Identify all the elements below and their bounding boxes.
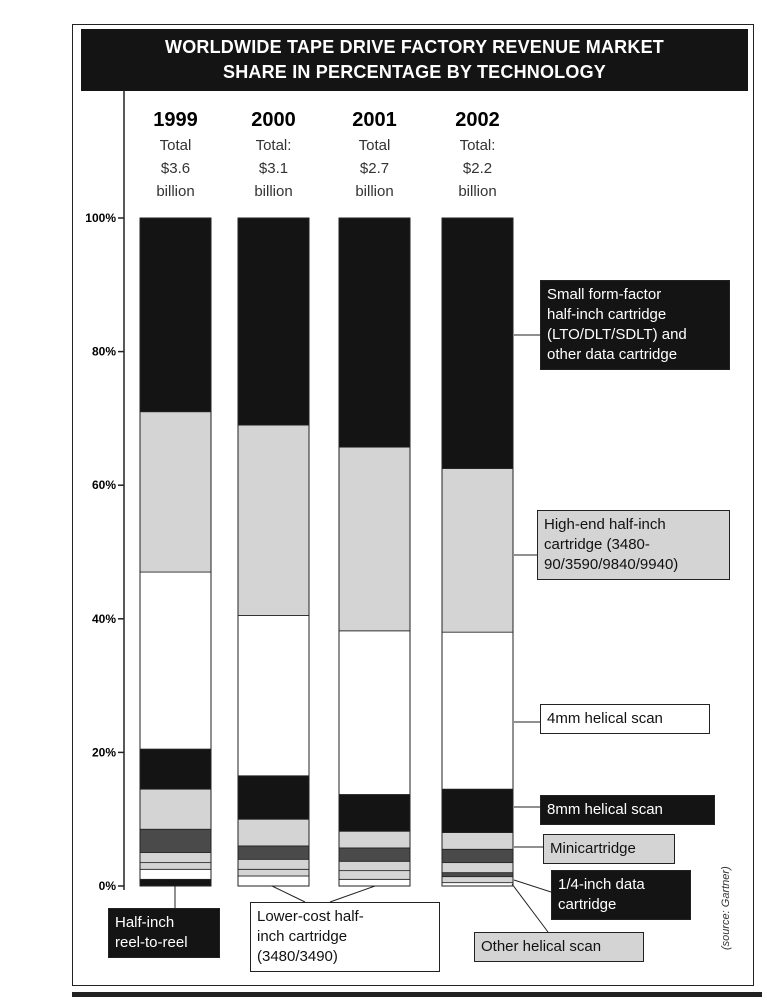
leader-line — [272, 886, 305, 902]
legend-quarter-inch: 1/4-inch data cartridge — [551, 870, 691, 920]
bar-segment — [140, 412, 211, 572]
bar-segment — [339, 794, 410, 831]
legend-half-inch-reel: Half-inch reel-to-reel — [108, 908, 220, 958]
category-label: 2000 — [251, 109, 296, 131]
y-tick-label: 80% — [91, 344, 116, 359]
total-label: Total: — [459, 137, 496, 154]
bar-segment — [140, 789, 211, 829]
bar-segment — [140, 749, 211, 789]
legend-8mm-helical: 8mm helical scan — [540, 795, 715, 825]
total-label: billion — [156, 183, 195, 200]
category-label: 1999 — [153, 109, 198, 131]
leader-line — [514, 880, 551, 892]
total-label: $2.2 — [462, 160, 493, 177]
bar-segment — [238, 876, 309, 886]
total-label: $2.7 — [359, 160, 390, 177]
bar-segment — [238, 846, 309, 859]
y-tick-label: 20% — [91, 745, 116, 760]
category-label: 2002 — [455, 109, 500, 131]
chart-title-line-1: WORLDWIDE TAPE DRIVE FACTORY REVENUE MARKET — [165, 37, 664, 57]
total-label: Total — [159, 137, 192, 154]
total-label: $3.1 — [258, 160, 289, 177]
y-tick-label: 100% — [85, 211, 116, 225]
bar-segment — [238, 776, 309, 819]
leader-line — [330, 886, 375, 902]
bar-segment — [339, 447, 410, 631]
total-label: billion — [355, 183, 394, 200]
legend-high-end: High-end half-inch cartridge (3480- 90/3590/9840/9940) — [537, 510, 730, 580]
y-tick-label: 40% — [91, 611, 116, 626]
legend-4mm-helical: 4mm helical scan — [540, 704, 710, 734]
bar-segment — [339, 848, 410, 861]
bar-segment — [238, 425, 309, 615]
bar-segment — [339, 879, 410, 886]
bar-segment — [140, 869, 211, 879]
y-tick-label: 60% — [91, 478, 116, 493]
total-label: Total: — [255, 137, 292, 154]
legend-small-form-factor: Small form-factor half-inch cartridge (LTO/DLT/SDLT) and other data cartridge — [540, 280, 730, 370]
bar-segment — [238, 859, 309, 869]
total-label: $3.6 — [160, 160, 191, 177]
bar-segment — [442, 789, 513, 832]
bar-segment — [339, 218, 410, 447]
bar-segment — [442, 632, 513, 789]
legend-lower-cost: Lower-cost half- inch cartridge (3480/3490) — [250, 902, 440, 972]
source-note: (source: Gartner) — [720, 866, 732, 950]
bar-segment — [238, 615, 309, 775]
bottom-rule — [72, 992, 762, 997]
bar-segment — [140, 572, 211, 749]
bar-segment — [442, 833, 513, 850]
bar-segment — [238, 218, 309, 425]
bar-segment — [339, 861, 410, 870]
total-label: Total — [358, 137, 391, 154]
bar-segment — [339, 831, 410, 848]
leader-line — [512, 884, 548, 932]
bar-segment — [442, 218, 513, 469]
bar-segment — [339, 631, 410, 795]
bar-segment — [442, 863, 513, 873]
bar-segment — [442, 849, 513, 862]
bar-segment — [339, 871, 410, 880]
bar-segment — [140, 863, 211, 870]
legend-minicartridge: Minicartridge — [543, 834, 675, 864]
bar-segment — [442, 469, 513, 633]
bar-segment — [238, 819, 309, 846]
y-tick-label: 0% — [98, 879, 116, 893]
legend-other-helical: Other helical scan — [474, 932, 644, 962]
total-label: billion — [458, 183, 497, 200]
bar-segment — [140, 879, 211, 886]
bar-segment — [140, 829, 211, 852]
bar-segment — [442, 873, 513, 877]
bar-segment — [442, 877, 513, 883]
category-label: 2001 — [352, 109, 397, 131]
bar-segment — [442, 883, 513, 886]
total-label: billion — [254, 183, 293, 200]
bar-segment — [238, 869, 309, 876]
bar-segment — [140, 218, 211, 412]
bar-segment — [140, 853, 211, 863]
chart-title-line-2: SHARE IN PERCENTAGE BY TECHNOLOGY — [223, 62, 606, 82]
